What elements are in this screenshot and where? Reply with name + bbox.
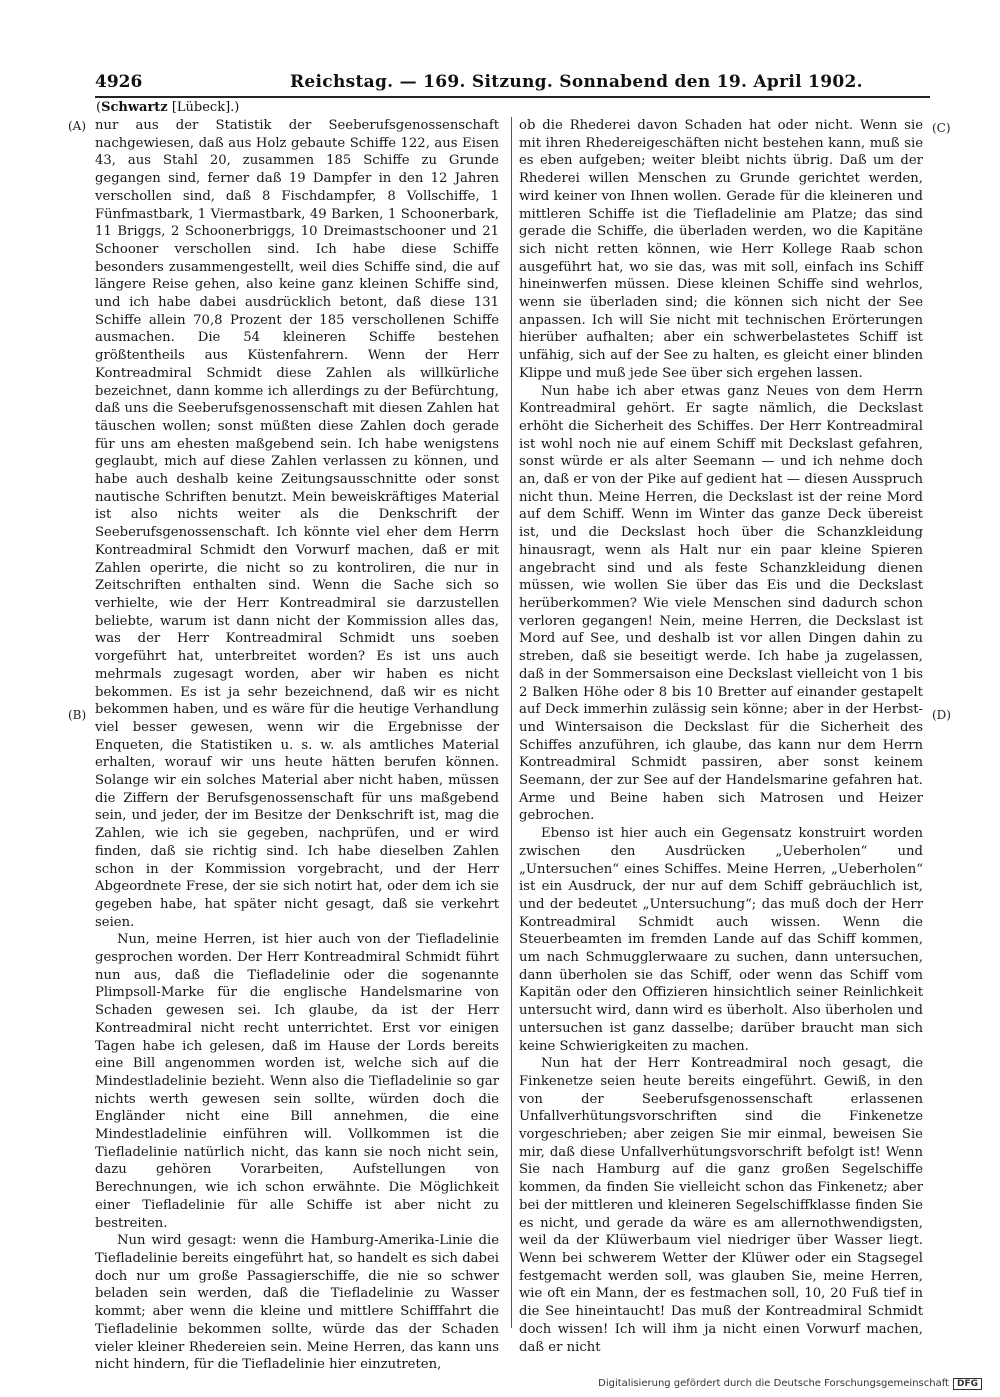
- paragraph: ob die Rhederei davon Schaden hat oder nicht. Wenn sie mit ihren Rhedereigeschäften nicht bestehen kann, muß sie es eben aufgeben; weiter bleibt nichts übrig. Daß um der Rhederei willen Menschen zu Grunde gerichtet werden, wird keiner von Ihnen wollen. Gerade für die kleineren und mittleren Schiffe ist die Tiefladelinie am Platze; das sind gerade die Schiffe, die überladen werden, wo die Kapitäne sich nicht retten können, wie Herr Kollege Raab schon ausgeführt hat, wo sie das, was mit soll, einfach ins Schiff hineinwerfen müssen. Diese kleinen Schiffe sind wehrlos, wenn sie überladen sind; die können sich nicht der See anpassen. Ich will Sie nicht mit technischen Erörterungen hierüber aufhalten; aber ein schwerbelastetes Schiff ist unfähig, sich auf der See zu halten, es gleicht einer blinden Klippe und muß jede See über sich ergehen lassen.: [519, 118, 923, 381]
- paragraph: Nun wird gesagt: wenn die Hamburg-Amerika-Linie die Tiefladelinie bereits eingeführt hat, so handelt es sich dabei doch nur um große Passagierschiffe, die nie so schwer beladen sein werden, daß die Tiefladelinie zu Wasser kommt; aber wenn die kleine und mittlere Schifffahrt die Tiefladelinie bekommen sollte, würde das der Schaden vieler kleiner Rhedereien sein. Meine Herren, das kann uns nicht hindern, für die Tiefladelinie hier einzutreten,: [95, 1233, 499, 1373]
- right-column: [519, 117, 923, 1356]
- margin-marker-a: (A): [68, 119, 87, 133]
- margin-marker-b: (B): [68, 708, 87, 722]
- paragraph: Nun hat der Herr Kontreadmiral noch gesagt, die Finkenetze seien heute bereits eingeführt. Gewiß, in den von der Seeberufsgenossenschaft erlassenen Unfallverhütungsvorschriften sind die Finkenetze vorgeschrieben; aber zeigen Sie mir einmal, beweisen Sie mir, daß diese Unfallverhütungsvorschrift befolgt ist! Wenn Sie nach Hamburg auf die ganz großen Segelschiffe kommen, da finden Sie vielleicht schon das Finkenetz; aber bei der mittleren und kleineren Segelschiffklasse finden Sie es nicht, und gerade da wäre es am allernothwendigsten, weil da der Klüwerbaum viel niedriger über Wasser liegt. Wenn bei schwerem Wetter der Klüwer oder ein Stagsegel festgemacht werden soll, was glauben Sie, meine Herren, wie oft ein Mann, der es festmachen soll, 10, 20 Fuß tief in die See hineintaucht! Das muß der Kontreadmiral Schmidt doch wissen! Ich will ihm ja nicht einen Vorwurf machen, daß er nicht: [519, 1056, 923, 1355]
- paragraph: Ebenso ist hier auch ein Gegensatz konstruirt worden zwischen den Ausdrücken „Ueberholen“ und „Untersuchen“ eines Schiffes. Meine Herren, „Ueberholen“ ist ein Ausdruck, der nur auf dem Schiff gebräuchlich ist, und der bedeutet „Untersuchung“; das muß doch der Herr Kontreadmiral Schmidt auch wissen. Wenn die Steuerbeamten im fremden Lande auf das Schiff kommen, um nach Schmugglerwaare zu suchen, dann untersuchen, dann überholen sie das Schiff, oder wenn das Schiff vom Kapitän oder den Offizieren hinsichtlich seiner Reinlichkeit untersucht wird, dann wird es überholt. Also überholen und untersuchen ist ganz dasselbe; darüber braucht man sich keine Schwierigkeiten zu machen.: [519, 826, 923, 1054]
- margin-marker-d: (D): [932, 708, 951, 722]
- dfg-logo: DFG: [953, 1378, 982, 1390]
- paragraph: Nun, meine Herren, ist hier auch von der Tiefladelinie gesprochen worden. Der Herr Kontreadmiral Schmidt führt nun aus, daß die Tiefladelinie oder die sogenannte Plimpsoll-Marke für die englische Handelsmarine von Schaden gewesen sei. Ich glaube, da ist der Herr Kontreadmiral nicht recht unterrichtet. Erst vor einigen Tagen habe ich gelesen, daß im Hause der Lords bereits eine Bill angenommen worden ist, welche sich auf die Mindestladelinie bezieht. Wenn also die Tiefladelinie so gar nichts werth gewesen sein sollte, würden doch die Engländer nicht eine Bill annehmen, die eine Mindestladelinie einführen will. Vollkommen ist die Tiefladelinie natürlich nicht, das kann sie noch nicht sein, dazu gehören Vorarbeiten, Aufstellungen von Berechnungen, wie ich schon erwähnte. Die Möglichkeit einer Tiefladelinie für alle Schiffe ist aber nicht zu bestreiten.: [95, 932, 499, 1231]
- digitization-footer: [598, 1378, 982, 1390]
- paragraph: nur aus der Statistik der Seeberufsgenossenschaft nachgewiesen, daß aus Holz gebaute Schiffe 122, aus Eisen 43, aus Stahl 20, zusammen 185 Schiffe zu Grunde gegangen sind, ferner daß 19 Dampfer in den 12 Jahren verschollen sind, daß 8 Fischdampfer, 8 Vollschiffe, 1 Fünfmastbark, 1 Viermastbark, 49 Barken, 1 Schoonerbark, 11 Briggs, 2 Schoonerbriggs, 10 Dreimastschooner und 21 Schooner verschollen sind. Ich habe diese Schiffe besonders zusammengestellt, weil dies Schiffe sind, die auf längere Reise gehen, also keine ganz kleinen Schiffe sind, und ich habe dabei ausdrücklich betont, daß diese 131 Schiffe allein 70,8 Prozent der 185 verschollenen Schiffe ausmachen. Die 54 kleineren Schiffe bestehen größtentheils aus Küstenfahrern. Wenn der Herr Kontreadmiral Schmidt diese Zahlen als willkürliche bezeichnet, dann komme ich allerdings zu der Befürchtung, daß uns die Seeberufsgenossenschaft mit diesen Zahlen hat täuschen wollen; sonst müßten diese Zahlen doch gerade für uns am ehesten maßgebend sein. Ich habe wenigstens geglaubt, mich auf diese Zahlen verlassen zu können, und habe auch deshalb keine Zeitungsausschnitte oder sonst nautische Schriften benutzt. Mein beweiskräftiges Material ist also nichts weiter als die Denkschrift der Seeberufsgenossenschaft. Ich könnte viel eher dem Herrn Kontreadmiral Schmidt den Vorwurf machen, daß er mit Zahlen operirte, die nicht so zu kontroliren, die nur in Zeitschriften enthalten sind. Wenn die Sache sich so verhielte, wie der Herr Kontreadmiral sie darzustellen beliebte, warum ist dann nicht der Kommission alles das, was der Herr Kontreadmiral Schmidt uns soeben vorgeführt hat, unterbreitet worden? Es ist uns auch mehrmals zugesagt worden, aber wir haben es nicht bekommen. Es ist ja sehr bezeichnend, daß wir es nicht bekommen haben, und es wäre für die heutige Verhandlung viel besser gewesen, wenn wir die Ergebnisse der Enqueten, die Statistiken u. s. w. als amtliches Material erhalten, worauf wir uns heute hätten berufen können. Solange wir ein solches Material aber nicht haben, müssen die Ziffern der Berufsgenossenschaft für uns maßgebend sein, und jeder, der im Besitze der Denkschrift ist, mag die Zahlen, wie ich sie gegeben, nachprüfen, und er wird finden, daß sie richtig sind. Ich habe dieselben Zahlen schon in der Kommission vorgebracht, und der Herr Abgeordnete Frese, der sie sich notirt hat, oder dem ich sie gegeben habe, hat später nicht gesagt, daß sie verkehrt seien.: [95, 118, 499, 930]
- speaker-name: Schwartz: [101, 100, 168, 115]
- margin-marker-c: (C): [932, 121, 951, 135]
- speaker-place: [Lübeck].): [171, 100, 240, 115]
- left-column: [95, 117, 499, 1374]
- page-title: Reichstag. — 169. Sitzung. Sonnabend den 19. April 1902.: [290, 72, 863, 92]
- header-rule: [95, 96, 930, 98]
- speaker-line: (Schwartz [Lübeck].): [96, 100, 240, 115]
- page-header: [95, 72, 930, 94]
- footer-text: Digitalisierung gefördert durch die Deutsche Forschungsgemeinschaft: [598, 1378, 949, 1389]
- page-number: 4926: [95, 72, 143, 92]
- paragraph: Nun habe ich aber etwas ganz Neues von dem Herrn Kontreadmiral gehört. Er sagte nämlich, die Deckslast erhöht die Sicherheit des Schiffes. Der Herr Kontreadmiral ist wohl noch nie auf einem Schiff mit Deckslast gefahren, sonst würde er als alter Seemann — und ich nehme doch an, daß er von der Pike auf gedient hat — diesen Ausspruch nicht thun. Meine Herren, die Deckslast ist der reine Mord auf dem Schiff. Wenn im Winter das ganze Deck übereist ist, und die Deckslast hoch über die Schanzkleidung hinausragt, wenn als Halt nur ein paar kleine Spieren angebracht sind und als feste Schanzkleidung dienen müssen, wie wollen Sie über das Eis und die Deckslast herüberkommen? Wie viele Menschen sind dadurch schon verloren gegangen! Nein, meine Herren, die Deckslast ist Mord auf See, und deshalb ist vor allen Dingen dahin zu streben, daß sie beseitigt werde. Ich habe ja zugelassen, daß in der Sommersaison eine Deckslast vielleicht von 1 bis 2 Balken Höhe oder 8 bis 10 Bretter auf einander gestapelt auf Deck immerhin zulässig sein könne; aber in der Herbst- und Wintersaison die Deckslast für die Sicherheit des Schiffes anzuführen, ich glaube, das kann nur dem Herrn Kontreadmiral Schmidt passiren, aber sonst keinem Seemann, der zur See auf der Handelsmarine gefahren hat. Arme und Beine haben sich Matrosen und Heizer gebrochen.: [519, 383, 923, 824]
- column-divider: [511, 117, 512, 1328]
